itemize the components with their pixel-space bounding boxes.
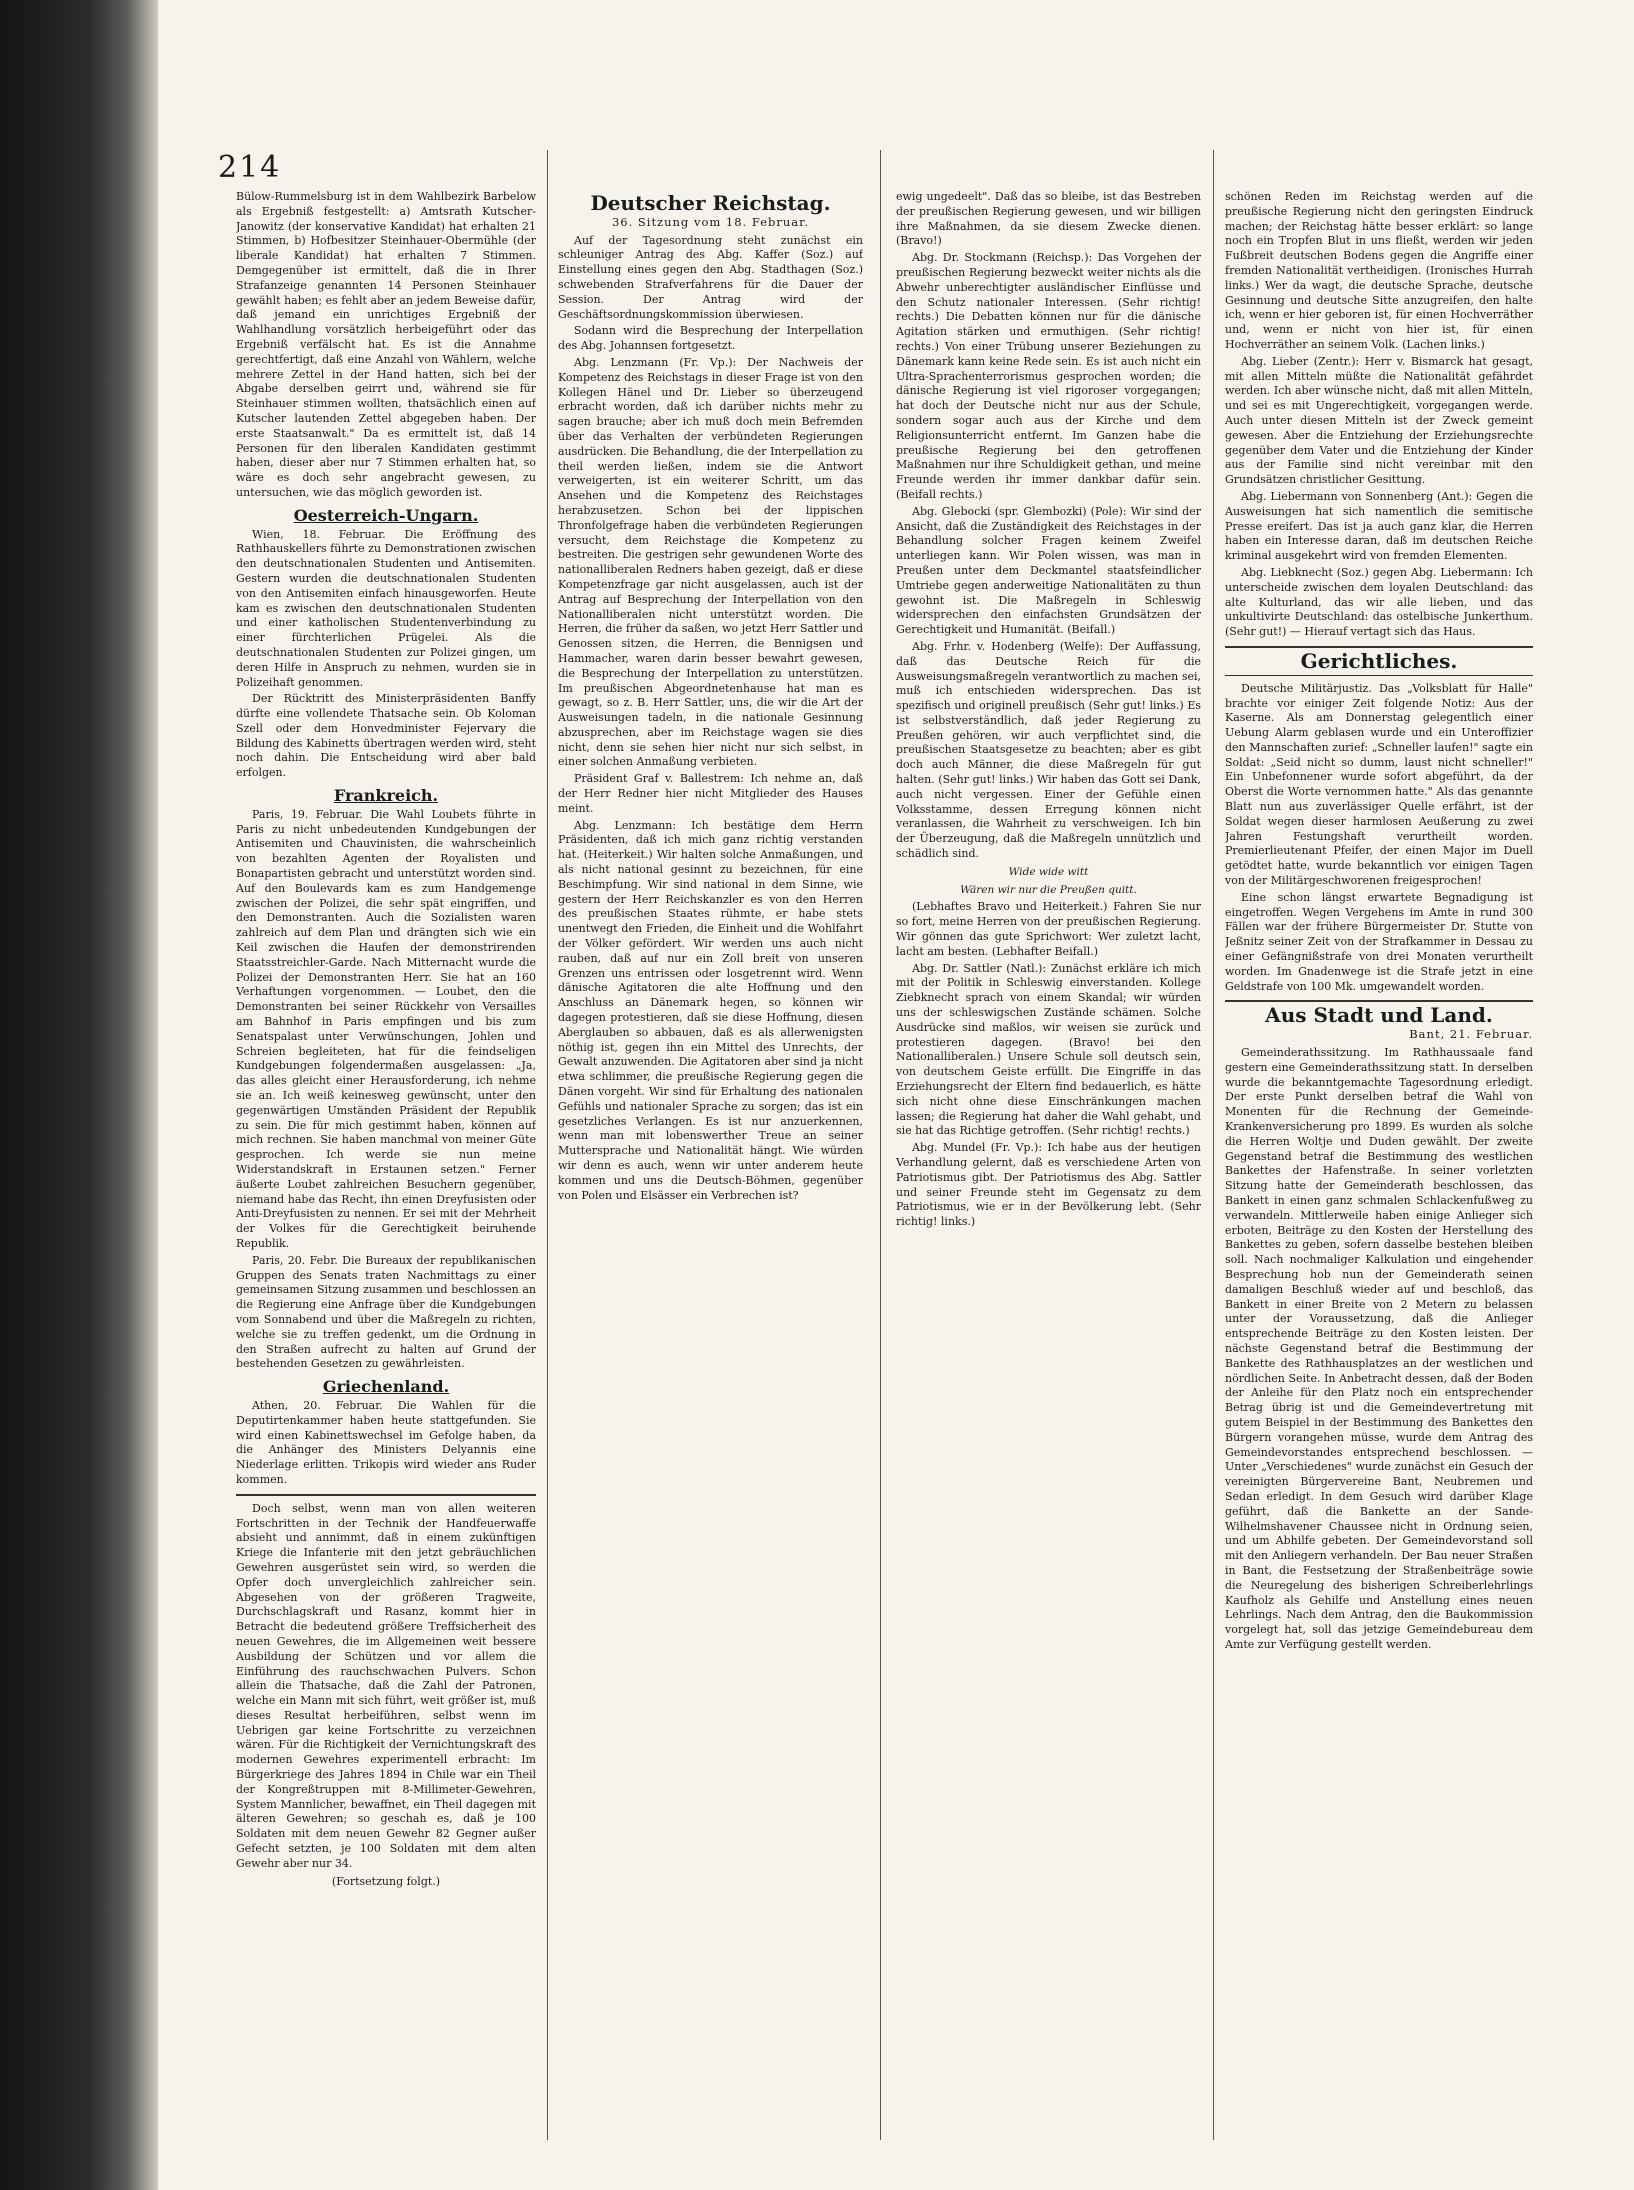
- column-rule: [547, 150, 548, 2140]
- article-text: Abg. Liebknecht (Soz.) gegen Abg. Liebermann: Ich unterscheide zwischen dem loyalen Deutschland: das alte Kulturland, das wir alle lieben, und das unkultivirte Deutschland: das ostelbische Junkerthum. (Sehr gut!) — Hierauf vertagt sich das Haus.: [1225, 565, 1533, 639]
- page-number: 214: [218, 150, 282, 185]
- column-rule: [880, 150, 881, 2140]
- verse-line: Wären wir nur die Preußen quitt.: [960, 883, 1137, 896]
- book-binding: [0, 0, 158, 2190]
- article-text: Sodann wird die Besprechung der Interpellation des Abg. Johannsen fortgesetzt.: [558, 324, 863, 353]
- article-text: Abg. Lenzmann (Fr. Vp.): Der Nachweis der Kompetenz des Reichstags in dieser Frage ist von den Kollegen Hänel und Dr. Lieber so überzeugend erbracht worden, daß ich darüber nichts mehr zu sagen brauche; aber ich muß doch mein Befremden über das Verhalten der verbündeten Regierungen ausdrücken. Die Behandlung, die der Interpellation zu theil werden ließen, indem sie die Antwort verweigerten, ist ein weiterer Schritt, um das Ansehen und die Kompetenz des Reichstages herabzusetzen. Schon bei der lippischen Thronfolgefrage haben die verbündeten Regierungen versucht, dem Reichstage die Kompetenz zu bestreiten. Die gestrigen sehr gewundenen Worte des nationalliberalen Redners haben gezeigt, daß er diese Kompetenzfrage gar nicht ausgelassen, auch ist der Antrag auf Besprechung der Interpellation von den Nationalliberalen nicht unterstützt worden. Die Herren, die früher da saßen, wo jetzt Herr Sattler und Genossen sitzen, die Herren, die Bennigsen und Hammacher, waren darin besser bewahrt gewesen, die Besprechung der Interpellation zu unterstützen. Im preußischen Abgeordnetenhause hat man es gewagt, so z. B. Herr Sattler, uns, die wir die Art der Ausweisungen tadeln, in die nationale Gesinnung abzusprechen, aber im Reichstage wagen sie dies nicht, denn sie sehen hier nicht nur sich selbst, in einer solchen Anmaßung verbieten.: [558, 355, 863, 769]
- article-text: Gemeinderathssitzung. Im Rathhaussaale fand gestern eine Gemeinderathssitzung statt. In derselben wurde die bekanntgemachte Tagesordnung erledigt. Der erste Punkt derselben betraf die Wahl von Monenten für die Rechnung der Gemeinde-Krankenversicherung pro 1899. Es wurden als solche die Herren Woltje und Duden gewählt. Der zweite Gegenstand betraf die Bestimmung des westlichen Bankettes der Hafenstraße. In seiner vorletzten Sitzung hatte der Gemeinderath beschlossen, das Bankett in einen ganz schmalen Schlackenfußweg zu verwandeln. Mittlerweile haben einige Anlieger sich erboten, Beiträge zu den Kosten der Herstellung des Bankettes zu geben, sofern dasselbe bestehen bleiben soll. Nach nochmaliger Kalkulation und eingehender Besprechung hob nun der Gemeinderath seinen damaligen Beschluß wieder auf und beschloß, das Bankett in einer Breite von 2 Metern zu belassen unter der Voraussetzung, daß die Anlieger entsprechende Beiträge zu den Kosten leisten. Der nächste Gegenstand betraf die Bestimmung der Bankette des Rathhausplatzes an der westlichen und nördlichen Seite. In Anbetracht dessen, daß der Boden der Anleihe für den Platz noch ein entsprechender Betrag übrig ist und die Gemeindevertretung mit gutem Beispiel in der Bestimmung des Bankettes den Bürgern vorangehen müsse, wurde dem Antrag des Gemeindevorstandes entsprechend beschlossen. — Unter „Verschiedenes" wurde zunächst ein Gesuch der vereinigten Bürgervereine Bant, Neubremen und Sedan erledigt. In dem Gesuch wird darüber Klage geführt, daß die Bankette an der Sande-Wilhelmshavener Chaussee nicht in Ordnung seien, und um Abhilfe gebeten. Der Gemeindevorstand soll mit den Anliegern verhandeln. Der Bau neuer Straßen in Bant, die Festsetzung der Straßenbeiträge sowie die Neuregelung des bisherigen Schreiberlehrlings Kaufholz als Gehilfe und Anstellung eines neuen Lehrlings. Nach dem Antrag, den die Baukommission vorgelegt hat, soll das jetzige Gemeindebureau dem Amte zur Verfügung gestellt werden.: [1225, 1046, 1533, 1651]
- article-text: schönen Reden im Reichstag werden auf die preußische Regierung nicht den geringsten Eindruck machen; der Reichstag hätte besser erklärt: so lange noch ein Tropfen Blut in uns fließt, werden wir jeden Fußbreit deutschen Bodens gegen die Angriffe einer fremden Nationalität vertheidigen. (Ironisches Hurrah links.) Wer da wagt, die deutsche Sprache, deutsche Gesinnung und deutsche Sitte anzugreifen, den halte ich, wenn er hier geboren ist, für einen Hochverräther und, wenn er nicht von hier ist, für einen Hochverräther an seinem Volk. (Lachen links.): [1225, 190, 1533, 351]
- article-text: Paris, 20. Febr. Die Bureaux der republikanischen Gruppen des Senats traten Nachmittags zu einer gemeinsamen Sitzung zusammen und beschlossen an die Regierung eine Anfrage über die Kundgebungen vom Sonnabend und über die Maßregeln zu richten, welche sie zu treffen gedenkt, um die Ordnung in den Straßen aufrecht zu halten auf Grund der bestehenden Gesetzen zu gewährleisten.: [236, 1253, 536, 1371]
- article-text: Auf der Tagesordnung steht zunächst ein schleuniger Antrag des Abg. Kaffer (Soz.) auf Einstellung eines gegen den Abg. Stadthagen (Soz.) schwebenden Strafverfahrens für die Dauer der Session. Der Antrag wird der Geschäftsordnungskommission überwiesen.: [558, 233, 863, 321]
- article-text: Eine schon längst erwartete Begnadigung ist eingetroffen. Wegen Vergehens im Amte in rund 300 Fällen war der frühere Bürgermeister Dr. Stutte von Jeßnitz seiner Zeit von der Strafkammer in Dessau zu einer Gefängnißstrafe von drei Monaten verurtheilt worden. Im Gnadenwege ist die Strafe jetzt in eine Geldstrafe von 100 Mk. umgewandelt worden.: [1225, 890, 1533, 993]
- column-2: [558, 190, 863, 2130]
- section-divider: [236, 1494, 536, 1496]
- column-rule: [1213, 150, 1214, 2140]
- article-text: Abg. Frhr. v. Hodenberg (Welfe): Der Auffassung, daß das Deutsche Reich für die Ausweisungsmaßregeln verantwortlich zu machen sei, muß ich entschieden widersprechen. Das ist spezifisch und originell preußisch (Sehr gut! links.) Es ist selbstverständlich, daß jeder Regierung zu Preußen gehören, wir auch verpflichtet sind, die preußischen Staatsgesetze zu beachten; aber es gibt doch auch Männer, die diese Maßregeln für gut halten. (Sehr gut! links.) Wir haben das Gott sei Dank, auch nicht vergessen. Einer der Gefühle einen Volksstamme, dessen Erregung können nicht veranlassen, die Wahrheit zu verschweigen. Ich bin der Überzeugung, daß die Maßregeln unnützlich und schädlich sind.: [896, 639, 1201, 861]
- article-text: Der Rücktritt des Ministerpräsidenten Banffy dürfte eine vollendete Thatsache sein. Ob Koloman Szell oder dem Honvedminister Fejervary die Bildung des Kabinetts übertragen werden wird, steht noch dahin. Die Entscheidung wird aber bald erfolgen.: [236, 692, 536, 780]
- article-text: Abg. Dr. Stockmann (Reichsp.): Das Vorgehen der preußischen Regierung bezweckt weiter nichts als die Abwehr unberechtigter ausländischer Einflüsse und den Schutz nationaler Interessen. (Sehr richtig! rechts.) Die Debatten können nur für die dänische Agitation stärken und ermuthigen. (Sehr richtig! rechts.) Von einer Trübung unserer Beziehungen zu Dänemark kann keine Rede sein. Es ist auch nicht ein Ultra-Sprachenterrorismus gesprochen worden; die dänische Regierung ist viel rigoroser vorgegangen; hat doch der Deutsche nicht nur aus der Schule, sondern sogar auch aus der Kirche und dem Religionsunterricht entfernt. Im Ganzen habe die preußische Regierung bei den getroffenen Maßnahmen nur ihre Schuldigkeit gethan, und meine Freunde werden ihr immer dankbar dafür sein. (Beifall rechts.): [896, 251, 1201, 501]
- article-text: Deutsche Militärjustiz. Das „Volksblatt für Halle" brachte vor einiger Zeit folgende Notiz: Aus der Kaserne. Als am Donnerstag gelegentlich einer Uebung Alarm geblasen wurde und ein Unteroffizier den Mannschaften zurief: „Schneller laufen!" sagte ein Soldat: „Seid nicht so dumm, laust nicht schneller!" Ein Unbefonnener wurde sofort abgeführt, da der Oberst die Worte vernommen hatte." Als das genannte Blatt nun aus zuverlässiger Quelle erfährt, ist der Soldat wegen dieser harmlosen Aeußerung zu zwei Jahren Festungshaft verurtheilt worden. Premierlieutenant Pfeifer, der einen Major im Duell getödtet hatte, wurde bekanntlich vor einigen Tagen von der Militärgeschworenen freigesprochen!: [1225, 681, 1533, 888]
- article-text: Präsident Graf v. Ballestrem: Ich nehme an, daß der Herr Redner hier nicht Mitglieder des Hauses meint.: [558, 772, 863, 815]
- continued-note: (Fortsetzung folgt.): [331, 1874, 441, 1888]
- article-text: Abg. Glebocki (spr. Glembozki) (Pole): Wir sind der Ansicht, daß die Zuständigkeit des Reichstages in der Behandlung solcher Fragen keinem Zweifel unterliegen kann. Wir Polen wissen, was man in Preußen unter dem Deckmantel staatsfeindlicher Umtriebe gegen anderweitige Nationalitäten zu thun gewohnt ist. Die Maßregeln in Schleswig widersprechen den einfachsten Grundsätzen der Gerechtigkeit und Humanität. (Beifall.): [896, 504, 1201, 637]
- column-3: [896, 190, 1201, 2130]
- article-text: Abg. Lieber (Zentr.): Herr v. Bismarck hat gesagt, mit allen Mitteln müßte die Nationalität gefährdet werden. Ich aber wünsche nicht, daß mit allen Mitteln, und sei es mit Ungerechtigkeit, vorgegangen werde. Auch unter diesen Mitteln ist der Zweck gemeint gewesen. Aber die Entziehung der Erziehungsrechte gegenüber dem Vater und die Entziehung der Kinder aus der Familie sind nicht vereinbar mit den Grundsätzen christlicher Gesittung.: [1225, 354, 1533, 487]
- column-4: [1225, 190, 1533, 2130]
- dateline: Bant, 21. Februar.: [1409, 1027, 1533, 1042]
- article-text: Bülow-Rummelsburg ist in dem Wahlbezirk Barbelow als Ergebniß festgestellt: a) Amtsrath Kutscher-Janowitz (der konservative Kandidat) hat erhalten 21 Stimmen, b) Hofbesitzer Steinhauer-Obermühle (der liberale Kandidat) hat erhalten 7 Stimmen. Demgegenüber ist ermittelt, daß die in Ihrer Strafanzeige genannten 14 Personen Steinhauer gewählt haben; es fehlt aber an jedem Beweise dafür, daß jemand ein unrichtiges Ergebniß der Wahlhandlung vorsätzlich herbeigeführt oder das Ergebniß verfälscht hat. Es ist die Annahme gerechtfertigt, daß eine Anzahl von Wählern, welche mehrere Zettel in der Hand hatten, sich bei der Abgabe derselben geirrt und, während sie für Steinhauer stimmen wollten, thatsächlich einen auf Kutscher lautenden Zettel abgegeben haben. Der erste Staatsanwalt." Da es ermittelt ist, daß 14 Personen für den liberalen Kandidaten gestimmt haben, dieser aber nur 7 Stimmen erhalten hat, so wäre es doch sehr angebracht gewesen, zu untersuchen, wie das möglich geworden ist.: [236, 190, 536, 499]
- section-title: Deutscher Reichstag.: [590, 191, 831, 215]
- verse-line: Wide wide witt: [1008, 865, 1089, 878]
- section-title: Gerichtliches.: [1300, 648, 1458, 673]
- article-text: Athen, 20. Februar. Die Wahlen für die Deputirtenkammer haben heute stattgefunden. Sie wird einen Kabinettswechsel im Gefolge haben, da die Anhänger des Ministers Delyannis eine Niederlage erlitten. Trikopis wird wieder ans Ruder kommen.: [236, 1398, 536, 1486]
- section-divider: [1225, 646, 1533, 648]
- section-heading: Griechenland.: [322, 1377, 450, 1397]
- article-text: Abg. Lenzmann: Ich bestätige dem Herrn Präsidenten, daß ich mich ganz richtig verstanden hat. (Heiterkeit.) Wir halten solche Anmaßungen, und als nicht national gesinnt zu bezeichnen, für eine Beschimpfung. Wir sind national in dem Sinne, wie gestern der Herr Reichskanzler es von den Herren des preußischen Staates rühmte, er habe stets unentwegt den Frieden, die Einheit und die Wohlfahrt der Völker gefördert. Wir werden uns auch nicht rauben, daß auf nur ein Zoll breit von unseren Grenzen uns entrissen oder losgetrennt wird. Wenn dänische Agitatoren die alte Hoffnung und den Anschluss an Dänemark hegen, so können wir dagegen protestieren, daß sie diese Hoffnung, diesen Aberglauben so abbauen, daß es als allerwenigsten nöthig ist, gegen ihn ein Mittel des Unrechts, der Gewalt anzuwenden. Die Agitatoren aber sind ja nicht etwa schlimmer, die preußische Regierung gegen die Dänen vorgeht. Wir sind für Erhaltung des nationalen Gefühls und nationaler Sprache zu sorgen; das ist ein gesetzliches Verlangen. Es ist nur anzuerkennen, wenn man mit lobenswerther Treue an seiner Muttersprache und Nationalität hängt. Wie würden wir denn es auch, wenn wir unter anderem heute kommen und uns die Deutsch-Böhmen, gegenüber von Polen und Elsässer ein Verbrechen ist?: [558, 818, 863, 1202]
- article-text: Wien, 18. Februar. Die Eröffnung des Rathhauskellers führte zu Demonstrationen zwischen den deutschnationalen Studenten und Antisemiten. Gestern wurden die deutschnationalen Studenten von den Antisemiten einfach hinausgeworfen. Heute kam es zwischen den deutschnationalen Studenten und einer katholischen Studentenverbindung zu einer fürchterlichen Prügelei. Als die deutschnationalen Studenten zur Polizei gingen, um deren Hilfe in Anspruch zu nehmen, wurden sie in Polizeihaft genommen.: [236, 527, 536, 689]
- article-text: Abg. Liebermann von Sonnenberg (Ant.): Gegen die Ausweisungen hat sich namentlich die semitische Presse ereifert. Das ist ja auch ganz klar, die Herren haben ein Interesse daran, daß im deutschen Reiche kriminal ausgekehrt wird von fremden Elementen.: [1225, 489, 1533, 563]
- section-divider: [1225, 1000, 1533, 1002]
- session-line: 36. Sitzung vom 18. Februar.: [611, 214, 810, 229]
- article-text: Abg. Dr. Sattler (Natl.): Zunächst erkläre ich mich mit der Politik in Schleswig einverstanden. Kollege Ziebknecht sprach von einem Skandal; wir würden uns der schleswigschen Zustände schämen. Solche Ausdrücke sind maßlos, wir weisen sie zurück und protestieren dagegen. (Bravo! bei den Nationalliberalen.) Unsere Schule soll deutsch sein, von deutschem Geiste erfüllt. Die Eingriffe in das Erziehungsrecht der Eltern find bedauerlich, es hätte sich nicht ohne diese Einschränkungen machen lassen; die Regierung hat daher die Wahl gehabt, und sie hat das Richtige getroffen. (Sehr richtig! rechts.): [896, 961, 1201, 1138]
- article-text: ewig ungedeelt". Daß das so bleibe, ist das Bestreben der preußischen Regierung gewesen, und wir billigen ihre Maßnahmen, da sie diesem Zwecke dienen. (Bravo!): [896, 190, 1201, 248]
- section-heading: Frankreich.: [333, 786, 439, 806]
- column-1: [236, 190, 536, 2130]
- section-title: Aus Stadt und Land.: [1265, 1003, 1493, 1028]
- article-text: (Lebhaftes Bravo und Heiterkeit.) Fahren Sie nur so fort, meine Herren von der preußischen Regierung. Wir gönnen das gute Sprichwort: Wer zuletzt lacht, lacht am besten. (Lebhafter Beifall.): [896, 900, 1201, 958]
- feuilleton-text: Doch selbst, wenn man von allen weiteren Fortschritten in der Technik der Handfeuerwaffe absieht und annimmt, daß in einem zukünftigen Kriege die Infanterie mit den jetzt gebräuchlichen Gewehren ausgerüstet sein wird, so werden die Opfer doch unvergleichlich zahlreicher sein. Abgesehen von der größeren Tragweite, Durchschlagskraft und Rasanz, kommt hier in Betracht die bedeutend größere Treffsicherheit des neuen Gewehres, die im Allgemeinen weit bessere Ausbildung der Schützen und vor allem die Einführung des rauchschwachen Pulvers. Schon allein die Thatsache, daß die Zahl der Patronen, welche ein Mann mit sich führt, weit größer ist, muß dieses Resultat herbeiführen, selbst wenn im Uebrigen gar keine Fortschritte zu verzeichnen wären. Für die Richtigkeit der Vernichtungskraft des modernen Gewehres experimentell erbracht: Im Bürgerkriege des Jahres 1894 in Chile war ein Theil der Kongreßtruppen mit 8-Millimeter-Gewehren, System Mannlicher, bewaffnet, ein Theil dagegen mit älteren Gewehren; so geschah es, daß je 100 Soldaten mit dem neuen Gewehr 82 Gegner außer Gefecht setzten, je 100 Soldaten mit dem alten Gewehr aber nur 34.: [236, 1501, 536, 1870]
- section-divider: [1225, 675, 1533, 676]
- section-heading: Oesterreich-Ungarn.: [293, 505, 479, 525]
- article-text: Paris, 19. Februar. Die Wahl Loubets führte in Paris zu nicht unbedeutenden Kundgebungen der Antisemiten und Chauvinisten, die wahrscheinlich von bezahlten Agenten der Royalisten und Bonapartisten gebracht und unterstützt worden sind. Auf den Boulevards kam es zum Handgemenge zwischen der Polizei, die sehr spät eingriffen, und den Demonstranten. Auch die Sozialisten waren zahlreich auf dem Plan und drängten sich wie ein Keil zwischen die Haufen der demonstrirenden Staatsstreichler-Garde. Nach Mitternacht wurde die Polizei der Demonstranten Herr. Sie hat an 160 Verhaftungen vorgenommen. — Loubet, den die Demonstranten bei seiner Rückkehr von Versailles am Bahnhof in Paris empfingen und bis zum Senatspalast unter Verwünschungen, Johlen und Schreien begleiteten, hat für die feindseligen Kundgebungen folgendermaßen ausgelassen: „Ja, das alles gleicht einer Herausforderung, ich nehme sie an. Ich weiß keinesweg gewünscht, unter den gegenwärtigen Umständen Präsident der Republik zu sein. Die für mich gestimmt haben, können auf mich rechnen. Sie haben manchmal von meiner Güte gesprochen. Ich werde sie nun meine Widerstandskraft in Erstaunen setzen." Ferner äußerte Loubet zahlreichen Besuchern gegenüber, niemand habe das Recht, ihn einen Dreyfusisten oder Anti-Dreyfusisten zu nennen. Er sei mit der Mehrheit der Volkes für die Gerechtigkeit beiruhende Republik.: [236, 807, 536, 1250]
- article-text: Abg. Mundel (Fr. Vp.): Ich habe aus der heutigen Verhandlung gelernt, daß es verschiedene Arten von Patriotismus gibt. Der Patriotismus des Abg. Sattler und seiner Freunde steht im Gegensatz zu dem Patriotismus, wie er in der Bevölkerung lebt. (Sehr richtig! links.): [896, 1141, 1201, 1229]
